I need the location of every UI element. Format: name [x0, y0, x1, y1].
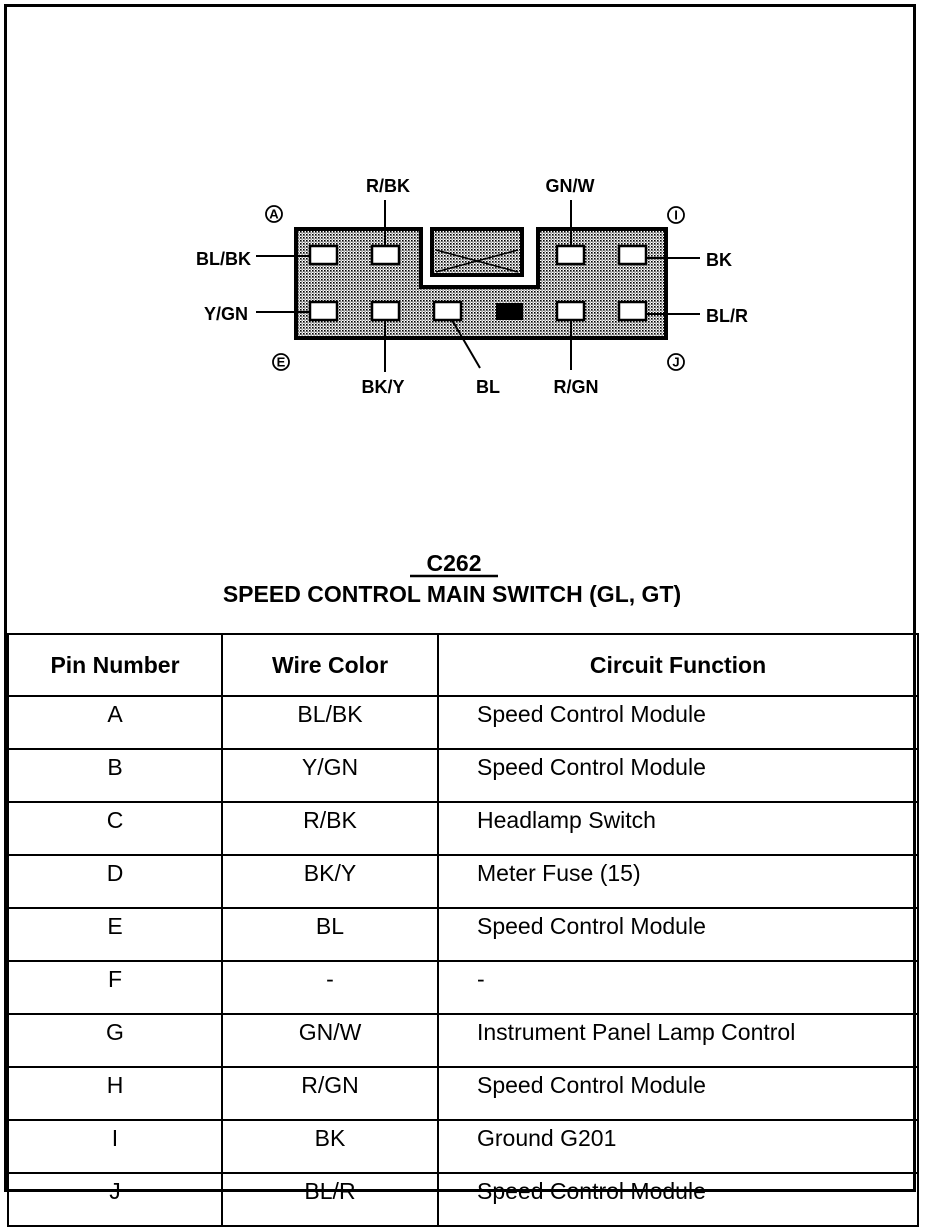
wire-cell: Y/GN: [222, 749, 438, 802]
terminal-c: [372, 246, 399, 264]
wire-label-bl: BL: [476, 377, 500, 397]
wire-label-y-gn: Y/GN: [203, 304, 248, 324]
terminal-i: [619, 246, 646, 264]
table-row: [8, 1014, 918, 1067]
pin-marker-bottom-right: J: [672, 354, 680, 370]
table-row: [8, 1067, 918, 1120]
pin-cell: G: [8, 1014, 222, 1067]
pin-marker-bottom-left: E: [276, 354, 286, 370]
wire-cell: BK: [222, 1120, 438, 1173]
terminal-a: [310, 246, 337, 264]
table-row: [8, 1120, 918, 1173]
function-cell: Speed Control Module: [438, 908, 918, 961]
function-cell: Meter Fuse (15): [438, 855, 918, 908]
pin-marker-top-left: A: [269, 206, 279, 222]
wire-label-r-gn: R/GN: [553, 377, 599, 397]
pin-cell: E: [8, 908, 222, 961]
pin-cell: F: [8, 961, 222, 1014]
table-row: [8, 855, 918, 908]
function-cell: Speed Control Module: [438, 696, 918, 749]
function-cell: Instrument Panel Lamp Control: [438, 1014, 918, 1067]
wire-cell: BK/Y: [222, 855, 438, 908]
terminal-b: [310, 302, 337, 320]
terminal-d: [372, 302, 399, 320]
function-cell: -: [438, 961, 918, 1014]
wire-cell: R/GN: [222, 1067, 438, 1120]
wire-cell: GN/W: [222, 1014, 438, 1067]
table-row: [8, 908, 918, 961]
wire-label-bl-r: BL/R: [706, 306, 748, 326]
pin-table: [7, 633, 919, 1227]
function-cell: Speed Control Module: [438, 749, 918, 802]
pin-cell: C: [8, 802, 222, 855]
wire-label-bl-bk: BL/BK: [196, 249, 251, 269]
terminal-f-blank: [496, 303, 523, 320]
function-cell: Ground G201: [438, 1120, 918, 1173]
table-row: [8, 961, 918, 1014]
function-cell: Headlamp Switch: [438, 802, 918, 855]
pin-cell: H: [8, 1067, 222, 1120]
wire-label-bk-y: BK/Y: [361, 377, 405, 397]
wire-label-r-bk: R/BK: [366, 176, 410, 196]
wire-label-bk: BK: [706, 250, 732, 270]
table-row: [8, 1173, 918, 1226]
table-row: [8, 696, 918, 749]
terminal-j: [619, 302, 646, 320]
pin-marker-top-right: I: [674, 207, 678, 223]
pin-cell: B: [8, 749, 222, 802]
pin-cell: J: [8, 1173, 222, 1226]
wire-cell: R/BK: [222, 802, 438, 855]
wire-cell: BL/BK: [222, 696, 438, 749]
function-cell: Speed Control Module: [438, 1067, 918, 1120]
header-circuit-function: Circuit Function: [438, 634, 918, 696]
diagram-title: SPEED CONTROL MAIN SWITCH (GL, GT): [222, 581, 682, 607]
terminal-h: [557, 302, 584, 320]
pin-cell: A: [8, 696, 222, 749]
connector-id: C262: [426, 550, 482, 576]
wire-cell: BL: [222, 908, 438, 961]
pin-cell: I: [8, 1120, 222, 1173]
wire-cell: BL/R: [222, 1173, 438, 1226]
wire-cell: -: [222, 961, 438, 1014]
table-header-row: [8, 634, 918, 696]
terminal-g: [557, 246, 584, 264]
table-row: [8, 802, 918, 855]
terminal-e: [434, 302, 461, 320]
header-pin-number: Pin Number: [8, 634, 222, 696]
wire-label-gn-w: GN/W: [545, 176, 595, 196]
header-wire-color: Wire Color: [222, 634, 438, 696]
table-row: [8, 749, 918, 802]
pin-cell: D: [8, 855, 222, 908]
function-cell: Speed Control Module: [438, 1173, 918, 1226]
